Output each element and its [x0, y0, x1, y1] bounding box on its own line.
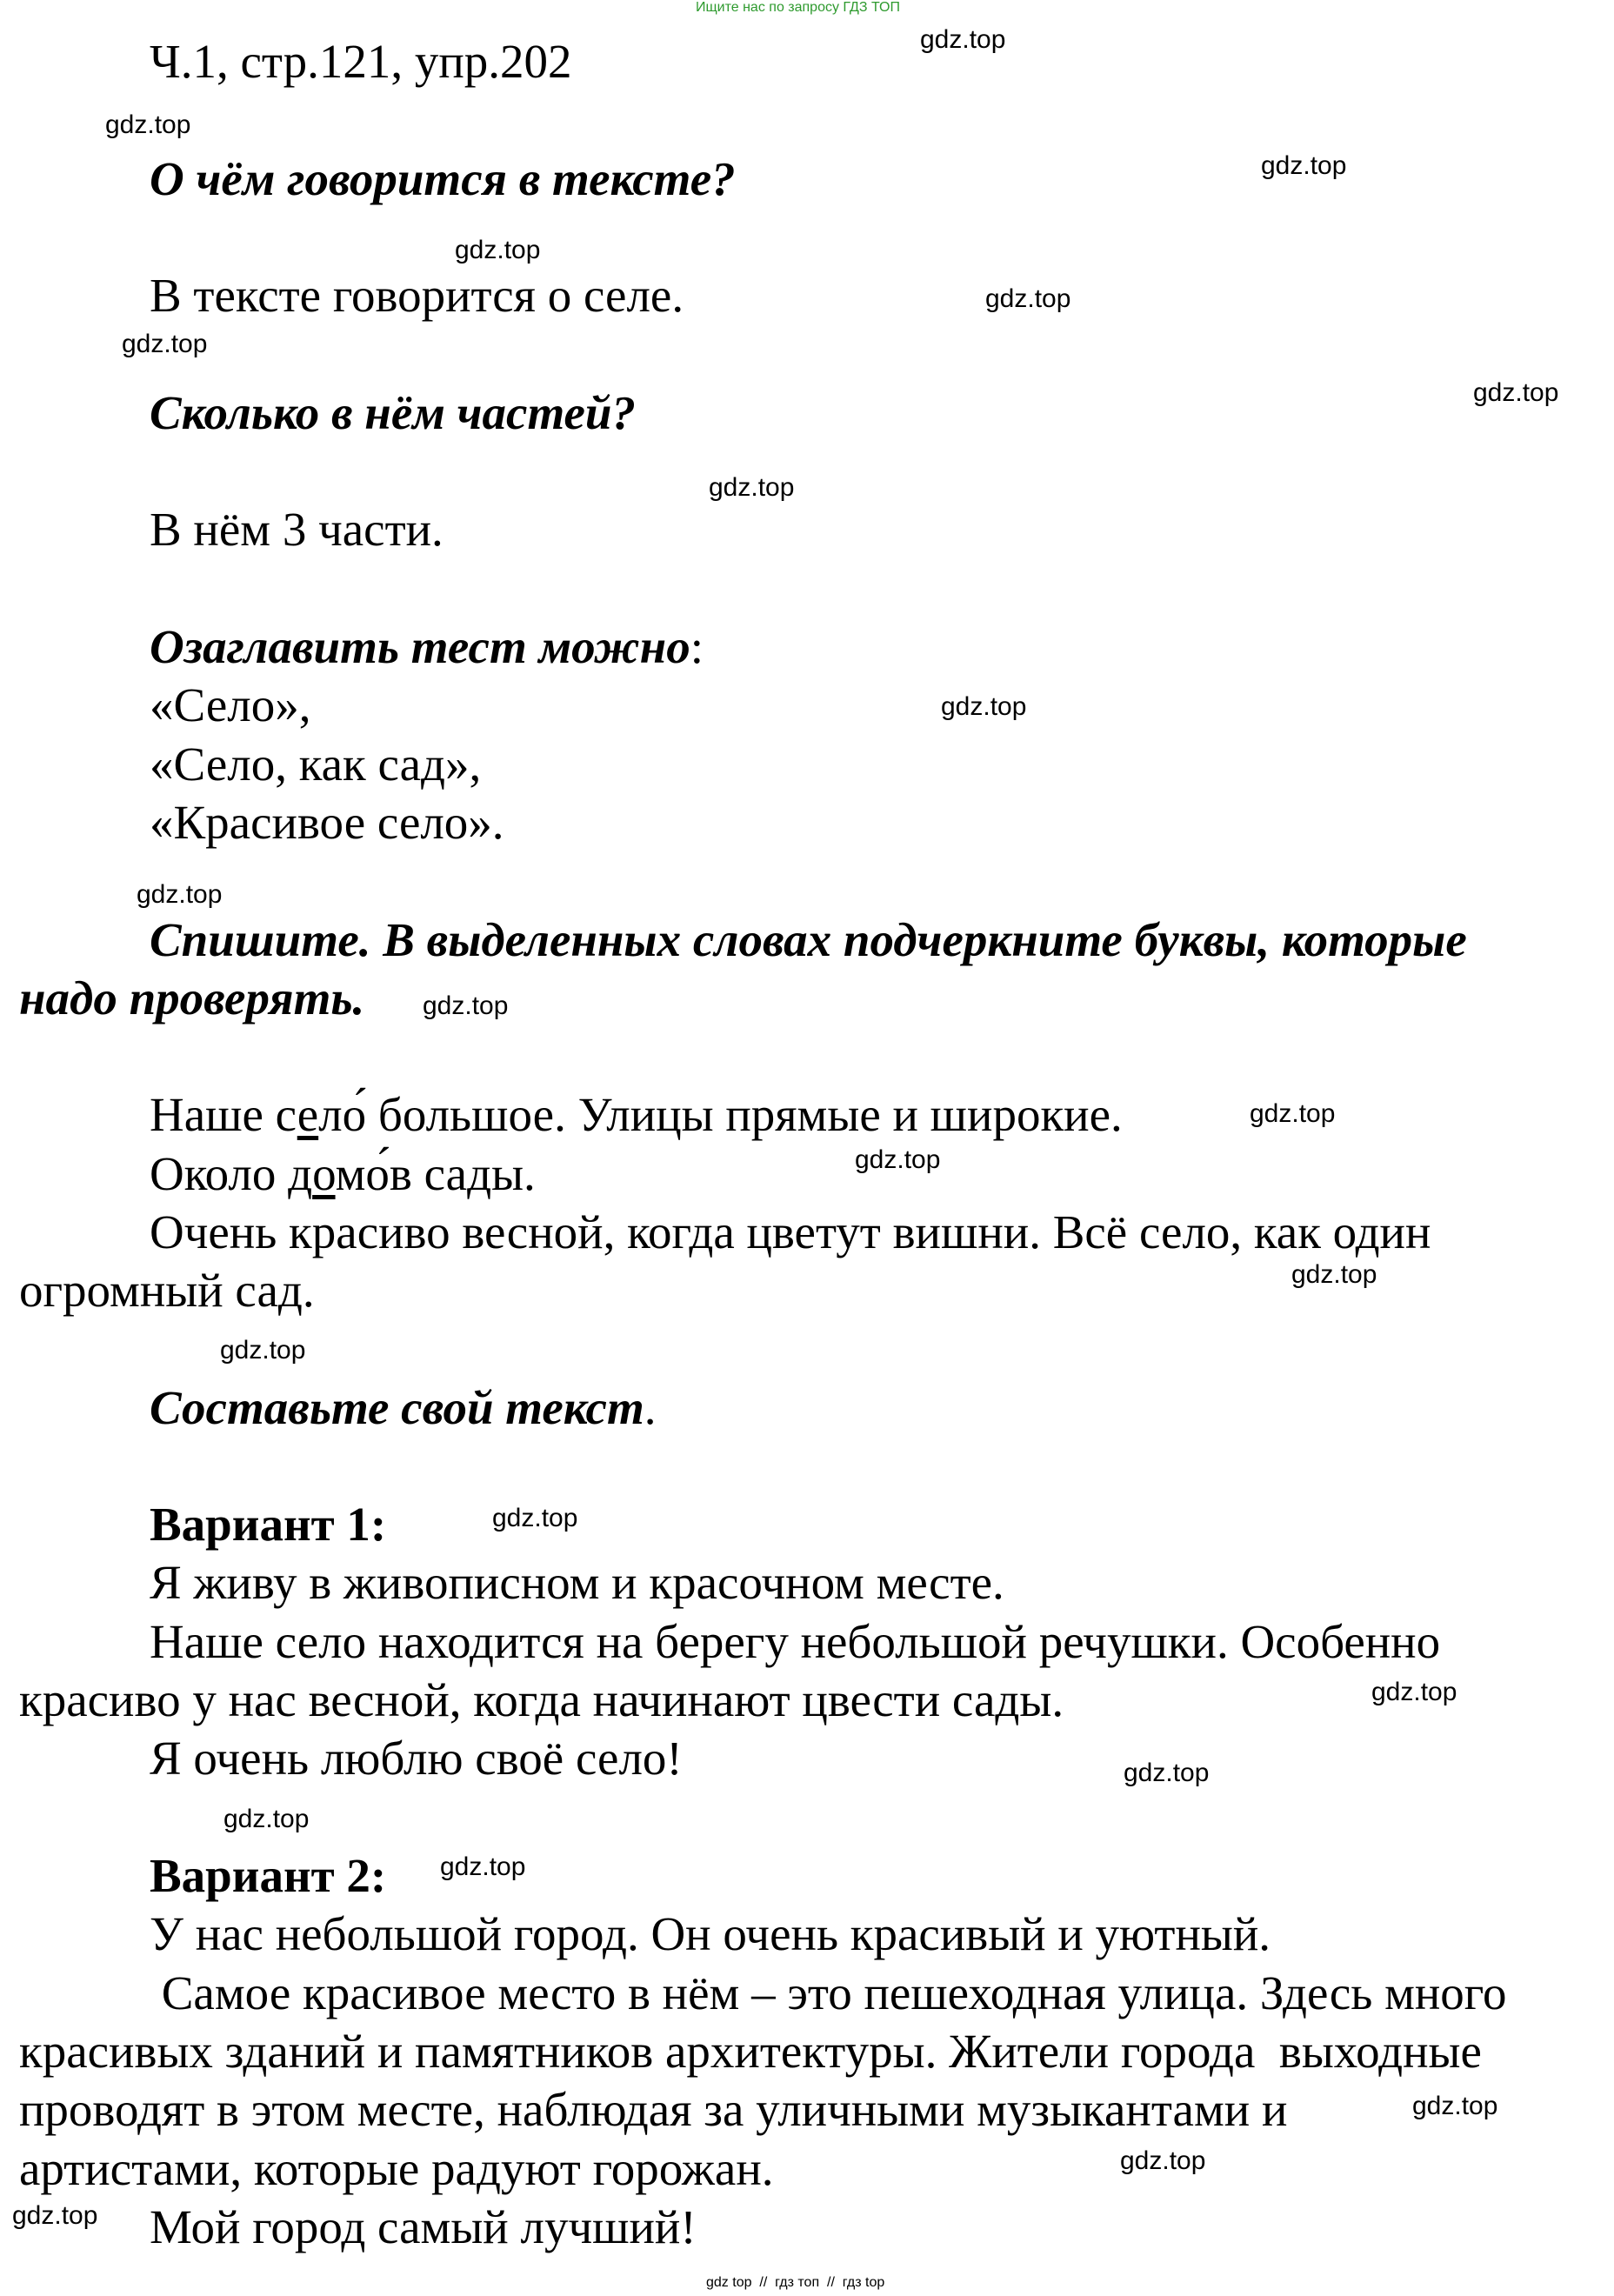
title-question-colon: : [690, 620, 704, 673]
watermark: gdz.top [492, 1504, 578, 1532]
watermark: gdz.top [941, 692, 1027, 721]
question-topic: О чём говорится в тексте? [150, 152, 736, 205]
watermark: gdz.top [12, 2201, 98, 2230]
watermark: gdz.top [1250, 1099, 1336, 1128]
watermark: gdz.top [440, 1852, 526, 1881]
title-option-3: «Красивое село». [150, 796, 504, 849]
variant-1-line-1: Я живу в живописном и красочном месте. [150, 1556, 1004, 1609]
variant-1-line-3: красиво у нас весной, когда начинают цвести сады. [19, 1673, 1064, 1726]
answer-topic: В тексте говорится о селе. [150, 269, 684, 322]
copied-sentence-4: огромный сад. [19, 1264, 315, 1317]
variant-1-line-2: Наше село находится на берегу небольшой речушки. Особенно [150, 1615, 1441, 1668]
watermark: gdz.top [1412, 2092, 1498, 2120]
sentence-2-part-b: мо́в сады. [335, 1147, 536, 1200]
compose-task-label: Составьте свой текст [150, 1381, 644, 1434]
footer-links[interactable]: gdz top // гдз топ // гдз top [706, 2275, 885, 2290]
variant-1-line-4: Я очень люблю своё село! [150, 1732, 683, 1785]
variant-2-line-5: артистами, которые радуют горожан. [19, 2142, 774, 2195]
watermark: gdz.top [455, 236, 541, 264]
sentence-1-part-a: Наше с [150, 1088, 297, 1141]
title-question [150, 620, 704, 673]
sentence-2-part-a: Около д [150, 1147, 313, 1200]
watermark: gdz.top [1124, 1759, 1210, 1787]
compose-task [150, 1381, 657, 1434]
variant-2-line-2: Самое красивое место в нём – это пешеходная улица. Здесь много [150, 1966, 1507, 2019]
watermark: gdz.top [1120, 2146, 1206, 2175]
watermark: gdz.top [223, 1805, 310, 1833]
answer-parts: В нём 3 части. [150, 503, 444, 556]
question-parts: Сколько в нём частей? [150, 386, 637, 439]
variant-2-line-3: красивых зданий и памятников архитектуры. Жители города выходные [19, 2025, 1482, 2078]
watermark: gdz.top [1371, 1678, 1457, 1706]
copied-sentence-2 [150, 1147, 536, 1200]
watermark: gdz.top [920, 25, 1006, 54]
sentence-1-part-b: ло́ большое. Улицы прямые и широкие. [318, 1088, 1123, 1141]
task-instruction-line-1: Спишите. В выделенных словах подчеркните буквы, которые [150, 913, 1467, 966]
variant-2-line-6: Мой город самый лучший! [150, 2200, 697, 2253]
compose-task-dot: . [644, 1381, 657, 1434]
sentence-1-underlined-letter: е [297, 1088, 319, 1141]
search-banner[interactable]: Ищите нас по запросу ГДЗ ТОП [696, 0, 900, 15]
title-question-label: Озаглавить тест можно [150, 620, 690, 673]
page-title: Ч.1, стр.121, упр.202 [150, 35, 572, 88]
watermark: gdz.top [220, 1336, 306, 1365]
variant-1-title: Вариант 1: [150, 1498, 387, 1551]
sentence-2-underlined-letter: о [312, 1147, 336, 1200]
watermark: gdz.top [105, 110, 191, 139]
task-instruction-line-2: надо проверять. [19, 971, 365, 1025]
watermark: gdz.top [855, 1145, 941, 1174]
title-option-1: «Село», [150, 678, 311, 731]
variant-2-line-4: проводят в этом месте, наблюдая за уличными музыкантами и [19, 2083, 1288, 2136]
watermark: gdz.top [1261, 151, 1347, 180]
watermark: gdz.top [985, 284, 1071, 313]
watermark: gdz.top [709, 473, 795, 502]
title-option-2: «Село, как сад», [150, 738, 482, 791]
watermark: gdz.top [1473, 378, 1559, 407]
copied-sentence-3: Очень красиво весной, когда цветут вишни. Всё село, как один [150, 1205, 1431, 1258]
copied-sentence-1 [150, 1088, 1123, 1141]
variant-2-title: Вариант 2: [150, 1849, 387, 1902]
variant-2-line-1: У нас небольшой город. Он очень красивый и уютный. [150, 1907, 1271, 1960]
watermark: gdz.top [137, 880, 223, 909]
watermark: gdz.top [122, 330, 208, 358]
watermark: gdz.top [1291, 1260, 1377, 1289]
watermark: gdz.top [423, 991, 509, 1020]
